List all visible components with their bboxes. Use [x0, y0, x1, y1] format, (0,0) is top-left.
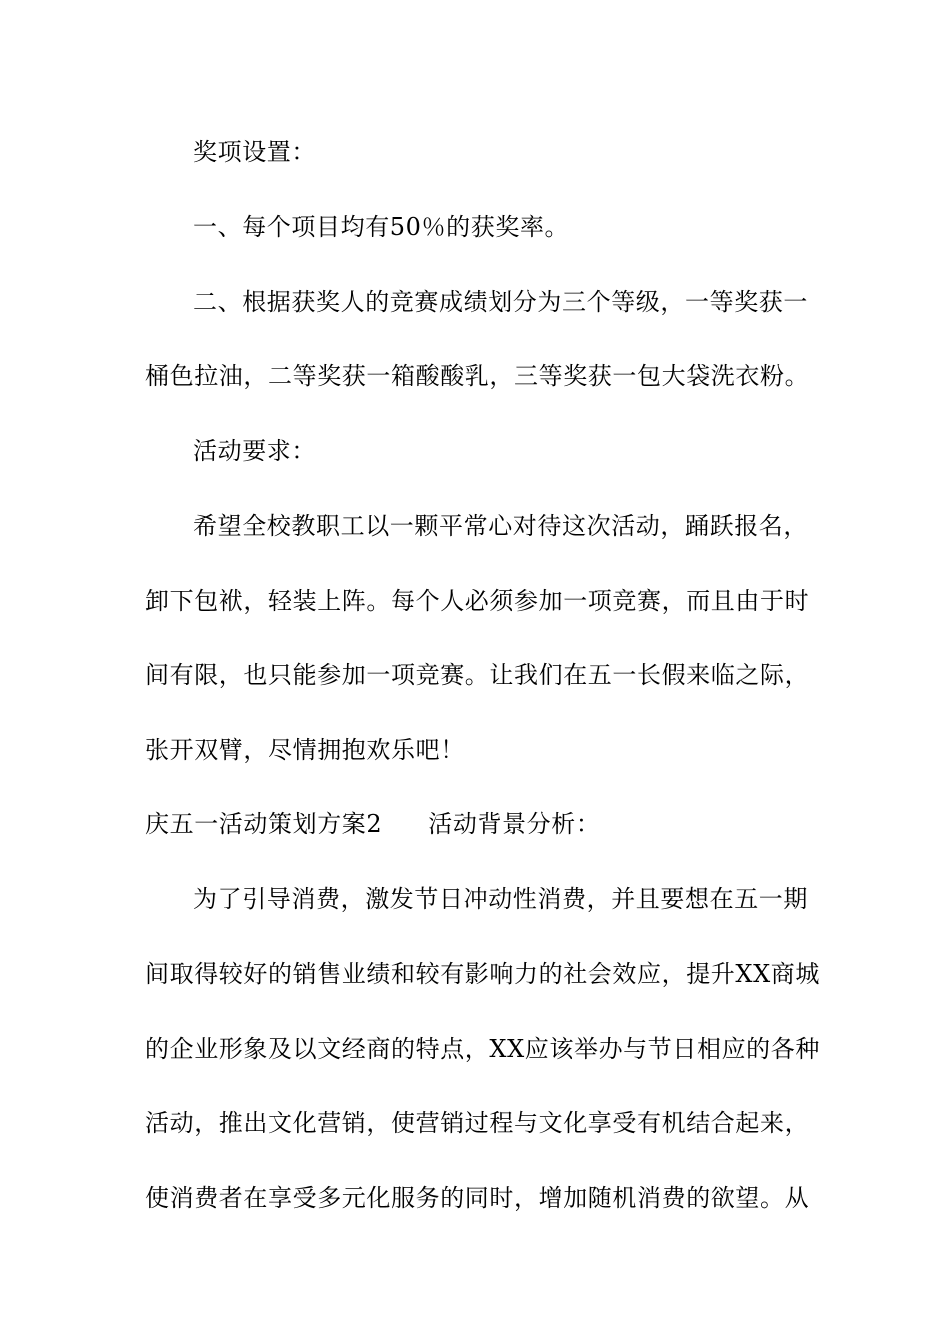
paragraph-line: 间有限，也只能参加一项竞赛。让我们在五一长假来临之际， [145, 661, 810, 689]
paragraph-line: 使消费者在享受多元化服务的同时，增加随机消费的欲望。从 [145, 1184, 810, 1212]
paragraph-line: 张开双臂，尽情拥抱欢乐吧！ [145, 736, 465, 764]
paragraph-line: 一、每个项目均有50％的获奖率。 [193, 213, 570, 241]
paragraph-line: 卸下包袱，轻装上阵。每个人必须参加一项竞赛，而且由于时 [145, 587, 810, 615]
paragraph-line: 活动，推出文化营销，使营销过程与文化享受有机结合起来， [145, 1109, 810, 1137]
heading-subtitle: 活动背景分析： [428, 810, 601, 838]
paragraph-line: 为了引导消费，激发节日冲动性消费，并且要想在五一期 [193, 885, 808, 913]
paragraph-line: 希望全校教职工以一颗平常心对待这次活动，踊跃报名， [193, 512, 808, 540]
heading-title: 庆五一活动策划方案2 [145, 810, 383, 838]
paragraph-line: 桶色拉油，二等奖获一箱酸酸乳，三等奖获一包大袋洗衣粉。 [145, 362, 810, 390]
paragraph-line: 间取得较好的销售业绩和较有影响力的社会效应，提升XX商城 [145, 960, 820, 988]
section-heading-awards: 奖项设置： [193, 138, 316, 166]
paragraph-line: 的企业形象及以文经商的特点，XX应该举办与节日相应的各种 [145, 1035, 820, 1063]
section-heading-requirements: 活动要求： [193, 437, 316, 465]
document-heading [145, 804, 815, 844]
paragraph-line: 二、根据获奖人的竞赛成绩划分为三个等级，一等奖获一 [193, 288, 808, 316]
